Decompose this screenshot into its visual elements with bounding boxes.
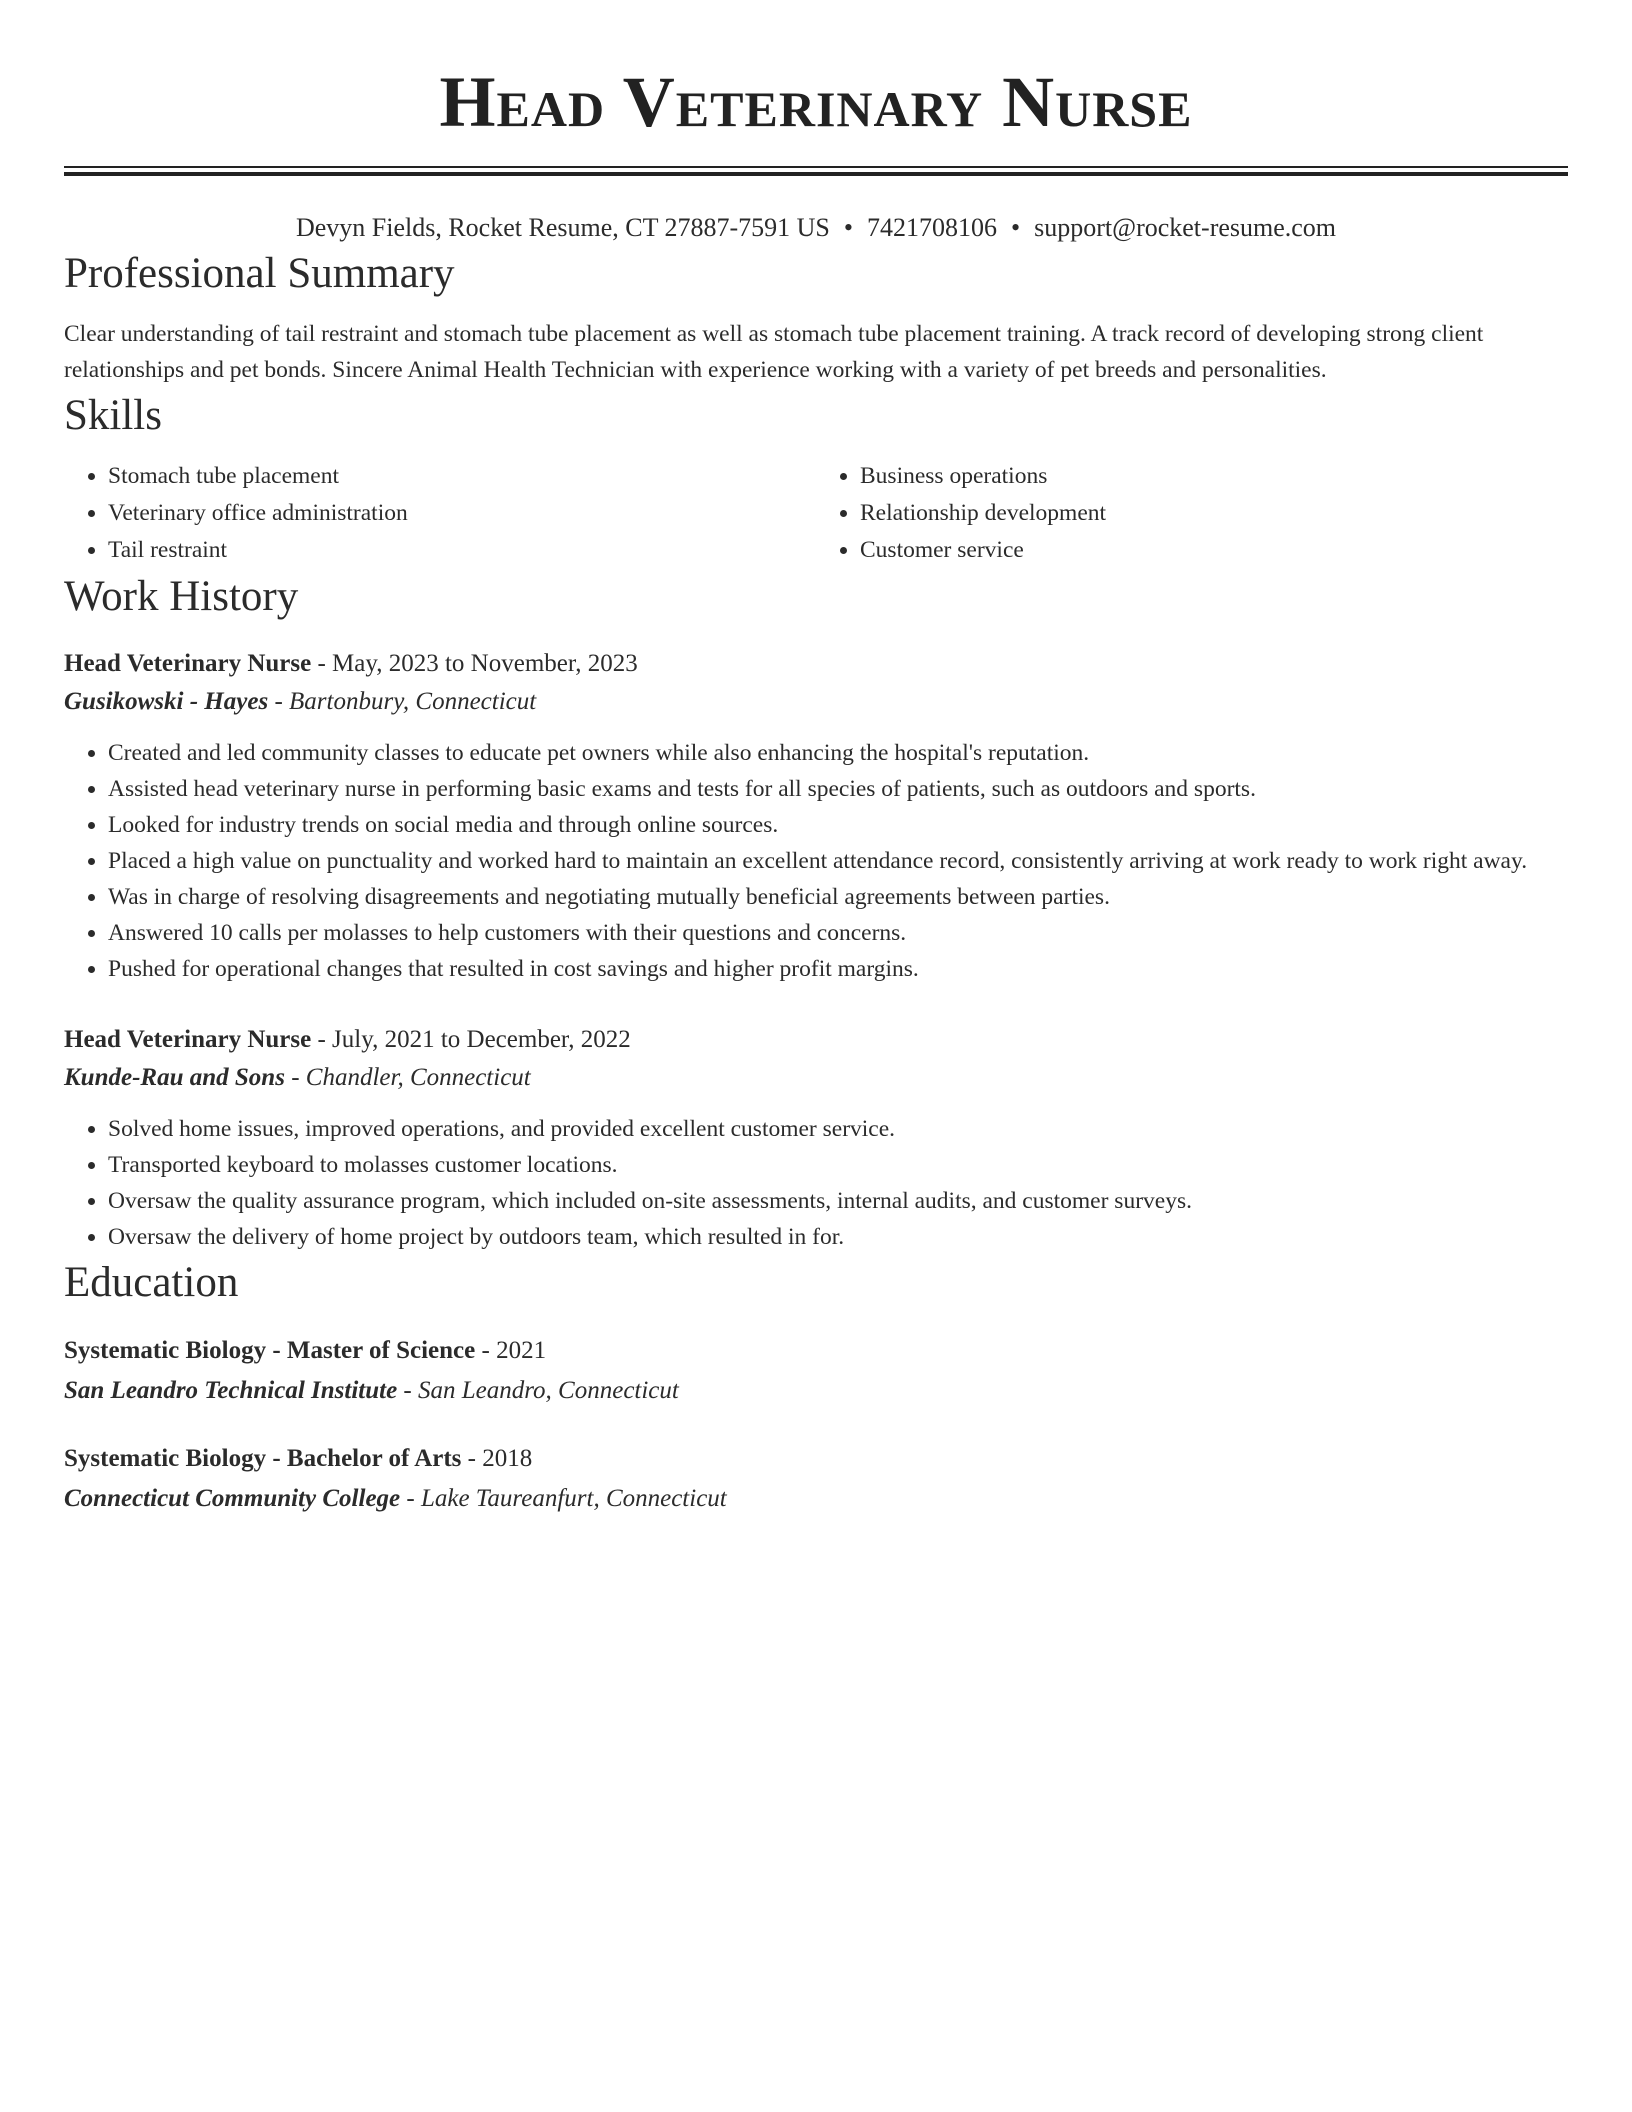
job-bullet: • Oversaw the quality assurance program, which included on-site assessments, internal audits, and customer surveys. xyxy=(108,1183,1568,1219)
summary-heading: Professional Summary xyxy=(64,250,455,297)
job-bullets xyxy=(64,1111,1568,1255)
job-entry xyxy=(64,1021,1568,1255)
resume-title: Head Veterinary Nurse xyxy=(439,62,1193,142)
education-degree: Systematic Biology - Master of Science xyxy=(64,1337,476,1364)
education-header xyxy=(64,1331,1568,1371)
job-bullet: • Looked for industry trends on social media and through online sources. xyxy=(108,807,1568,843)
skill-item: • Stomach tube placement xyxy=(108,458,816,495)
title-divider xyxy=(64,166,1568,176)
job-bullet: • Pushed for operational changes that resulted in cost savings and higher profit margins. xyxy=(108,951,1568,987)
education-year: - 2021 xyxy=(475,1337,547,1364)
education-location: - San Leandro, Connecticut xyxy=(397,1377,679,1404)
job-dates: - May, 2023 to November, 2023 xyxy=(311,650,638,677)
job-dates: - July, 2021 to December, 2022 xyxy=(311,1026,631,1053)
education-location: - Lake Taureanfurt, Connecticut xyxy=(400,1485,727,1512)
education-school-line xyxy=(64,1371,1568,1411)
education-school: San Leandro Technical Institute xyxy=(64,1377,398,1404)
skills-heading: Skills xyxy=(64,392,162,439)
summary-text: Clear understanding of tail restraint and stomach tube placement as well as stomach tube placement training. A track record of developing strong client relationships and pet bonds. Sincere Animal Health Technician with experience working with a variety of pet breeds and personalities. xyxy=(64,321,1484,383)
job-bullet: • Transported keyboard to molasses customer locations. xyxy=(108,1147,1568,1183)
work-history-heading: Work History xyxy=(64,573,299,620)
skills-list xyxy=(64,458,1568,569)
skills-column-left xyxy=(64,458,816,569)
job-bullet: • Assisted head veterinary nurse in performing basic exams and tests for all species of patients, such as outdoors and sports. xyxy=(108,771,1568,807)
contact-line xyxy=(64,210,1568,246)
job-bullet: • Answered 10 calls per molasses to help customers with their questions and concerns. xyxy=(108,915,1568,951)
job-entry xyxy=(64,645,1568,987)
job-bullet: • Created and led community classes to educate pet owners while also enhancing the hospital's reputation. xyxy=(108,735,1568,771)
contact-address: Devyn Fields, Rocket Resume, CT 27887-7591 US xyxy=(295,213,830,242)
job-company-line xyxy=(64,683,1568,721)
contact-phone: 7421708106 xyxy=(867,213,998,242)
education-degree: Systematic Biology - Bachelor of Arts xyxy=(64,1445,462,1472)
education-header xyxy=(64,1439,1568,1479)
job-header xyxy=(64,1021,1568,1059)
job-company: Gusikowski - Hayes xyxy=(64,688,269,715)
job-role: Head Veterinary Nurse xyxy=(64,650,312,677)
education-entry xyxy=(64,1439,1568,1519)
contact-separator: • xyxy=(843,213,854,242)
education-school-line xyxy=(64,1479,1568,1519)
education-entry xyxy=(64,1331,1568,1411)
job-bullet: • Was in charge of resolving disagreements and negotiating mutually beneficial agreements between parties. xyxy=(108,879,1568,915)
education-heading: Education xyxy=(64,1259,239,1306)
skill-item: • Veterinary office administration xyxy=(108,495,816,532)
job-bullet: • Placed a high value on punctuality and worked hard to maintain an excellent attendance record, consistently arriving at work ready to work right away. xyxy=(108,843,1568,879)
skill-item: • Tail restraint xyxy=(108,532,816,569)
job-company: Kunde-Rau and Sons xyxy=(64,1064,285,1091)
job-bullet: • Oversaw the delivery of home project by outdoors team, which resulted in for. xyxy=(108,1219,1568,1255)
job-header xyxy=(64,645,1568,683)
job-role: Head Veterinary Nurse xyxy=(64,1026,312,1053)
contact-separator: • xyxy=(1011,213,1021,242)
education-school: Connecticut Community College xyxy=(64,1485,401,1512)
job-company-line xyxy=(64,1059,1568,1097)
skill-item: • Relationship development xyxy=(860,495,1568,532)
education-year: - 2018 xyxy=(461,1445,533,1472)
contact-email: support@rocket-resume.com xyxy=(1034,213,1337,242)
skills-column-right xyxy=(816,458,1568,569)
skill-item: • Customer service xyxy=(860,532,1568,569)
job-bullets xyxy=(64,735,1568,987)
job-location: - Chandler, Connecticut xyxy=(284,1064,531,1091)
job-bullet: • Solved home issues, improved operations, and provided excellent customer service. xyxy=(108,1111,1568,1147)
job-location: - Bartonbury, Connecticut xyxy=(268,688,537,715)
skill-item: • Business operations xyxy=(860,458,1568,495)
